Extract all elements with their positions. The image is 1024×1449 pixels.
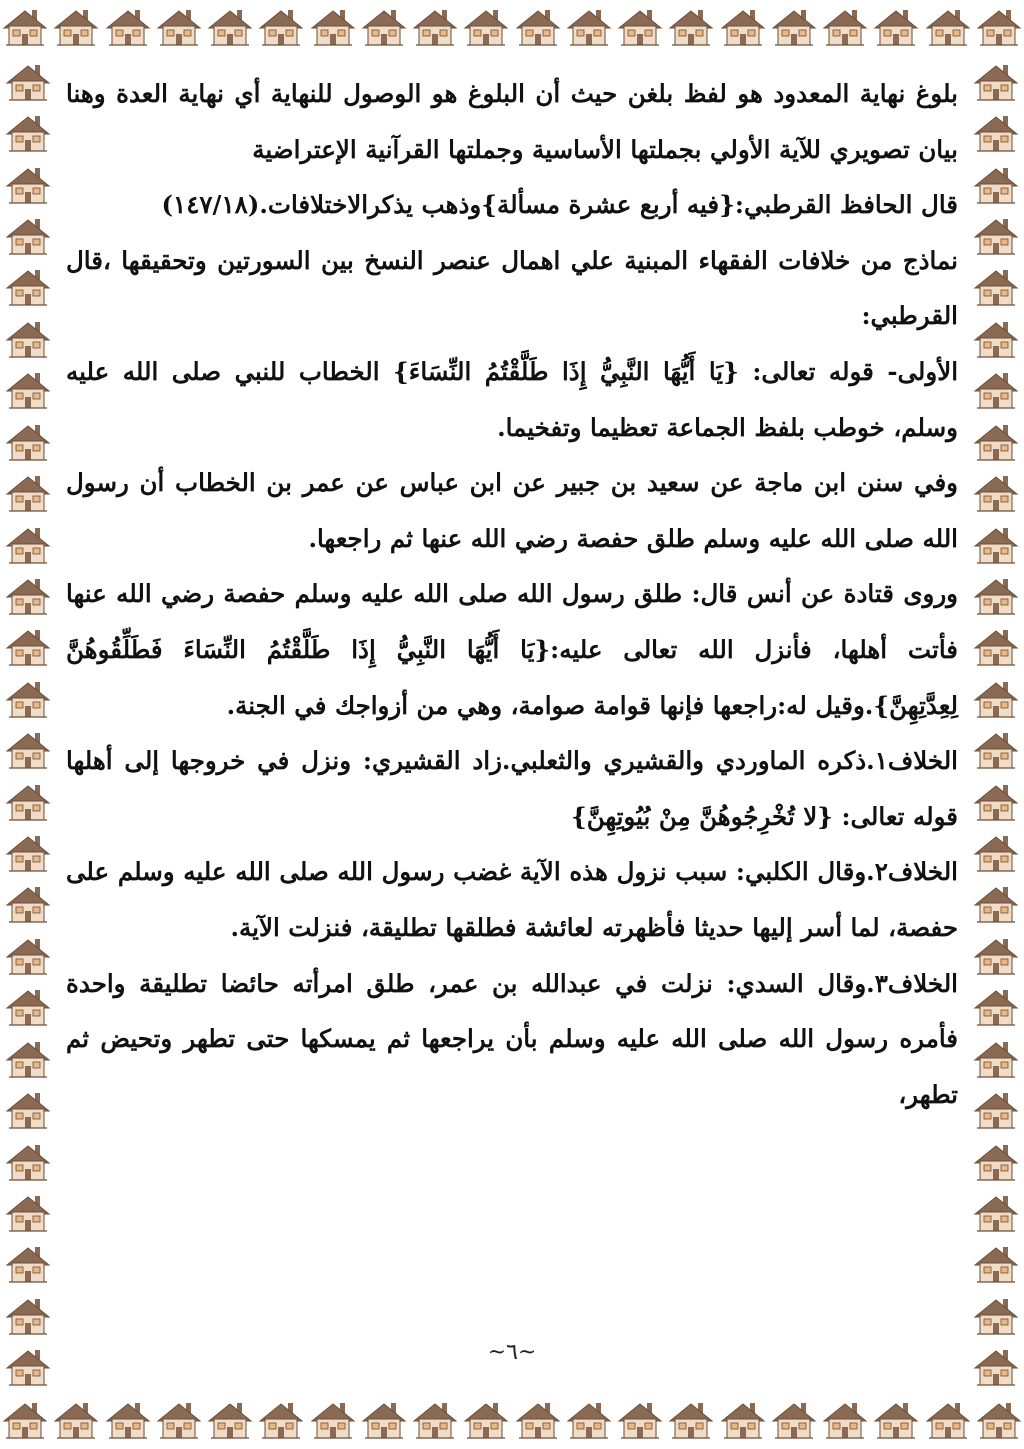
paragraph: الأولى- قوله تعالى: {يَا أَيُّهَا النَّبِيُّ إِذَا طَلَّقْتُمُ النِّسَاءَ} الخطاب للنبي صلى الله عليه وسلم، خوطب بلفظ الجماعة تعظيما وتفخيما.	[66, 356, 958, 442]
house-icon	[5, 318, 51, 360]
house-icon	[976, 1399, 1022, 1441]
border-top	[0, 0, 1024, 56]
house-icon	[973, 781, 1019, 823]
house-icon	[5, 1243, 51, 1285]
paragraph: الخلاف٣.وقال السدي: نزلت في عبدالله بن عمر، طلق امرأته حائضا تطليقة واحدة فأمره رسول الله صلى الله عليه وسلم بأن يراجعها ثم يمسكها حتى تطهر وتحيض ثم تطهر،	[66, 968, 958, 1109]
paragraph: الخلاف٢.وقال الكلبي: سبب نزول هذه الآية غضب رسول الله صلى الله عليه وسلم على حفصة، لما أسر إليها حديثا فأظهرته لعائشة فطلقها تطليقة، فنزلت الآية.	[66, 857, 958, 942]
house-icon	[720, 1399, 766, 1441]
house-icon	[207, 1399, 253, 1441]
house-icon	[412, 1399, 458, 1441]
house-icon	[973, 678, 1019, 720]
house-icon	[2, 1399, 48, 1441]
house-icon	[258, 6, 304, 48]
house-icon	[463, 6, 509, 48]
house-icon	[925, 1399, 971, 1441]
house-icon	[5, 729, 51, 771]
page-number: ~٦~	[487, 1340, 537, 1365]
house-icon	[5, 215, 51, 257]
house-icon	[310, 6, 356, 48]
house-icon	[5, 575, 51, 617]
house-icon	[5, 164, 51, 206]
house-icon	[5, 678, 51, 720]
house-icon	[973, 935, 1019, 977]
house-icon	[5, 266, 51, 308]
house-icon	[105, 6, 151, 48]
house-icon	[5, 1089, 51, 1131]
house-icon	[5, 935, 51, 977]
page-body	[66, 66, 958, 1386]
house-icon	[5, 832, 51, 874]
border-left	[0, 56, 56, 1393]
house-icon	[53, 1399, 99, 1441]
house-icon	[973, 112, 1019, 154]
house-icon	[668, 1399, 714, 1441]
house-icon	[720, 6, 766, 48]
house-icon	[5, 369, 51, 411]
house-icon	[973, 318, 1019, 360]
house-icon	[973, 164, 1019, 206]
house-icon	[156, 6, 202, 48]
house-icon	[463, 1399, 509, 1441]
house-icon	[822, 1399, 868, 1441]
house-icon	[973, 729, 1019, 771]
house-icon	[973, 1346, 1019, 1388]
house-icon	[771, 6, 817, 48]
house-icon	[5, 1141, 51, 1183]
house-icon	[515, 6, 561, 48]
house-icon	[973, 524, 1019, 566]
house-icon	[5, 421, 51, 463]
house-icon	[5, 626, 51, 668]
house-icon	[5, 112, 51, 154]
house-icon	[973, 832, 1019, 874]
house-icon	[973, 626, 1019, 668]
house-icon	[5, 883, 51, 925]
house-icon	[515, 1399, 561, 1441]
house-icon	[5, 524, 51, 566]
house-icon	[973, 1192, 1019, 1234]
house-icon	[973, 986, 1019, 1028]
house-icon	[5, 986, 51, 1028]
house-icon	[973, 1295, 1019, 1337]
house-icon	[973, 369, 1019, 411]
house-icon	[412, 6, 458, 48]
house-icon	[973, 1243, 1019, 1285]
house-icon	[668, 6, 714, 48]
house-icon	[105, 1399, 151, 1441]
house-icon	[5, 781, 51, 823]
house-icon	[207, 6, 253, 48]
house-icon	[925, 6, 971, 48]
house-icon	[2, 6, 48, 48]
house-icon	[973, 472, 1019, 514]
border-right	[968, 56, 1024, 1393]
border-bottom	[0, 1393, 1024, 1449]
house-icon	[5, 1192, 51, 1234]
paragraph: نماذج من خلافات الفقهاء المبنية علي اهمال عنصر النسخ بين السورتين وتحقيقها ،قال القرطبي:	[66, 245, 958, 331]
house-icon	[973, 215, 1019, 257]
house-icon	[973, 575, 1019, 617]
house-icon	[5, 1038, 51, 1080]
house-icon	[771, 1399, 817, 1441]
house-icon	[5, 61, 51, 103]
house-icon	[361, 1399, 407, 1441]
house-icon	[973, 1038, 1019, 1080]
house-icon	[973, 1089, 1019, 1131]
paragraph: قال الحافظ القرطبي:{فيه أربع عشرة مسألة}وذهب يذكرالاختلافات.(١٤٧/١٨)	[161, 190, 958, 220]
house-icon	[973, 61, 1019, 103]
house-icon	[5, 472, 51, 514]
house-icon	[258, 1399, 304, 1441]
house-icon	[973, 1141, 1019, 1183]
paragraph: بلوغ نهاية المعدود هو لفظ بلغن حيث أن البلوغ هو الوصول للنهاية أي نهاية العدة وهنا بيان تصويري للآية الأولي بجملتها الأساسية وجملتها القرآنية الإعتراضية	[66, 79, 958, 164]
house-icon	[566, 6, 612, 48]
house-icon	[5, 1346, 51, 1388]
house-icon	[5, 1295, 51, 1337]
paragraph: وروى قتادة عن أنس قال: طلق رسول الله صلى الله عليه وسلم حفصة رضي الله عنها فأتت أهلها، فأنزل الله تعالى عليه:{يَا أَيُّهَا النَّبِيُّ إِذَا طَلَّقْتُمُ النِّسَاءَ فَطَلِّقُوهُنَّ لِعِدَّتِهِنَّ}.وقيل له:راجعها فإنها قوامة صوامة، وهي من أزواجك في الجنة.	[66, 579, 958, 720]
house-icon	[973, 421, 1019, 463]
house-icon	[822, 6, 868, 48]
house-icon	[973, 266, 1019, 308]
house-icon	[310, 1399, 356, 1441]
house-icon	[976, 6, 1022, 48]
paragraph: وفي سنن ابن ماجة عن سعيد بن جبير عن ابن عباس عن عمر بن الخطاب أن رسول الله صلى الله عليه وسلم طلق حفصة رضي الله عنها ثم راجعها.	[66, 468, 958, 553]
house-icon	[973, 883, 1019, 925]
paragraph: الخلاف١.ذكره الماوردي والقشيري والثعلبي.زاد القشيري: ونزل في خروجها إلى أهلها قوله تعالى: {لا تُخْرِجُوهُنَّ مِنْ بُيُوتِهِنَّ}	[66, 746, 958, 831]
house-icon	[873, 1399, 919, 1441]
house-icon	[617, 1399, 663, 1441]
house-icon	[361, 6, 407, 48]
house-icon	[617, 6, 663, 48]
house-icon	[53, 6, 99, 48]
house-icon	[156, 1399, 202, 1441]
house-icon	[566, 1399, 612, 1441]
house-icon	[873, 6, 919, 48]
